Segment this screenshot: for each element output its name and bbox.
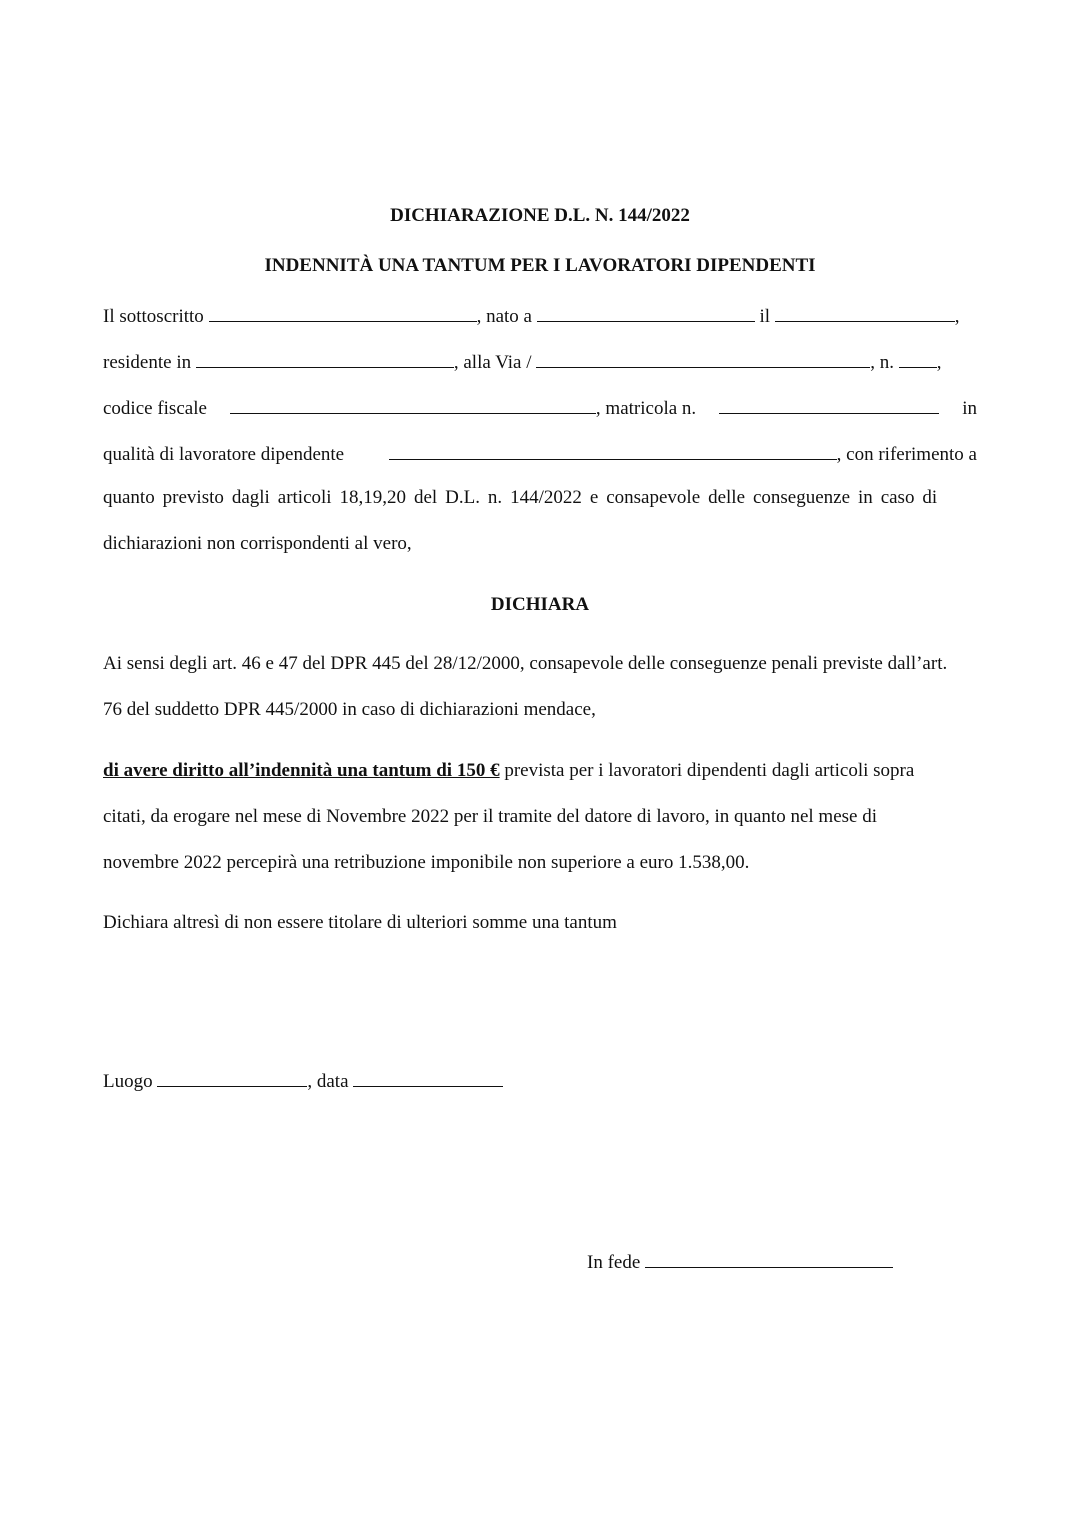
form-line-text: dichiarazioni non corrispondenti al vero, — [103, 533, 412, 554]
altresi-line: Dichiara altresì di non essere titolare di ulteriori somme una tantum — [103, 912, 617, 933]
diritto-bold-text: di avere diritto all’indennità una tantum di 150 € — [103, 760, 500, 781]
street-field[interactable] — [536, 348, 870, 368]
diritto-line: citati, da erogare nel mese di Novembre 2022 per il tramite del datore di lavoro, in quanto nel mese di — [103, 806, 877, 827]
diritto-line: di avere diritto all’indennità una tantum di 150 € prevista per i lavoratori dipendenti dagli articoli sopra — [103, 760, 915, 781]
birthplace-field[interactable] — [537, 302, 755, 322]
residence-field[interactable] — [196, 348, 454, 368]
form-line-residence: residente in , alla Via / , n. , — [103, 348, 977, 375]
ai-sensi-line: Ai sensi degli art. 46 e 47 del DPR 445 del 28/12/2000, consapevole delle conseguenze penali previste dall’art. — [103, 653, 948, 674]
ai-sensi-line: 76 del suddetto DPR 445/2000 in caso di dichiarazioni mendace, — [103, 699, 596, 720]
place-field[interactable] — [157, 1067, 307, 1087]
form-line-fiscal: codice fiscale , matricola n. in — [103, 394, 977, 421]
signature-field[interactable] — [645, 1248, 893, 1268]
signature-line: In fede — [587, 1248, 907, 1275]
place-date-line: Luogo , data — [103, 1067, 977, 1094]
matricola-field[interactable] — [719, 394, 939, 414]
employer-field[interactable] — [389, 440, 837, 460]
street-number-field[interactable] — [899, 348, 937, 368]
document-title: DICHIARAZIONE D.L. N. 144/2022 — [390, 205, 690, 226]
form-line-name: Il sottoscritto , nato a il , — [103, 302, 977, 329]
document-subtitle: INDENNITÀ UNA TANTUM PER I LAVORATORI DIPENDENTI — [264, 255, 816, 276]
form-line-text: quanto previsto dagli articoli 18,19,20 del D.L. n. 144/2022 e consapevole delle conseguenze in caso di — [103, 487, 938, 508]
form-line-employee: qualità di lavoratore dipendente , con riferimento a — [103, 440, 977, 467]
dichiara-heading: DICHIARA — [490, 594, 590, 615]
name-field[interactable] — [209, 302, 477, 322]
birthdate-field[interactable] — [775, 302, 955, 322]
fiscal-code-field[interactable] — [230, 394, 596, 414]
diritto-line: novembre 2022 percepirà una retribuzione imponibile non superiore a euro 1.538,00. — [103, 852, 750, 873]
date-field[interactable] — [353, 1067, 503, 1087]
